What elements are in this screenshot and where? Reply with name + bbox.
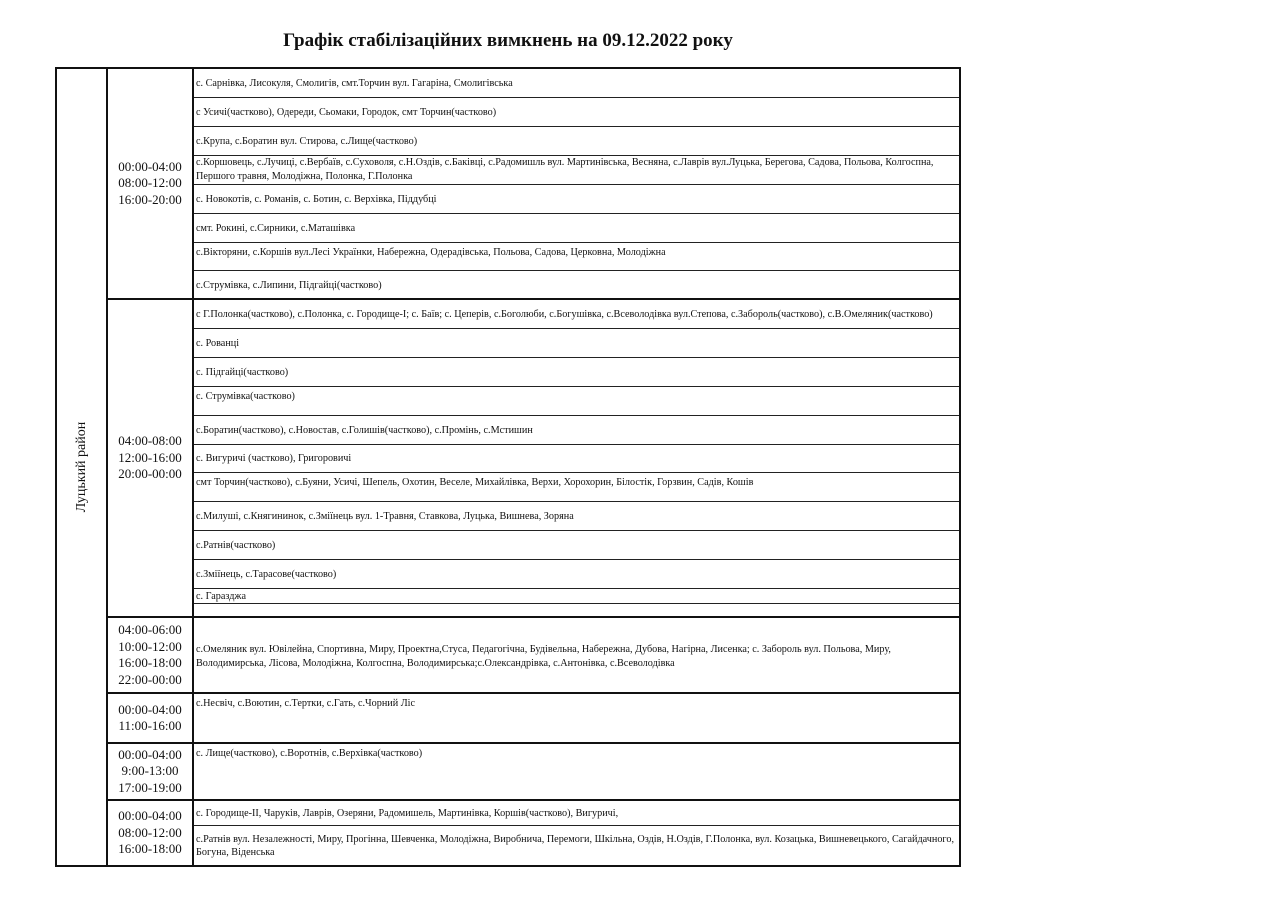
time-slot: 00:00-04:00 bbox=[118, 701, 182, 717]
settlements-text: с.Ратнів вул. Незалежності, Миру, Прогінна, Шевченка, Молодіжна, Виробнича, Перемоги, Шкільна, Оздів, Н.Оздів, Г.Полонка, вул. Козацька, Вишневецького, Сагайдачного, Богуна, Віденська bbox=[196, 833, 954, 858]
settlements-text: с. Сарнівка, Лисокуля, Смолигів, смт.Торчин вул. Гагаріна, Смолигівська bbox=[196, 77, 513, 89]
settlements-text: смт Торчин(частково), с.Буяни, Усичі, Шепель, Охотин, Веселе, Михайлівка, Верхи, Хорохорин, Білостік, Горзвин, Садів, Кошів bbox=[196, 477, 754, 488]
settlements-text: с Г.Полонка(частково), с.Полонка, с. Городище-І; с. Баїв; с. Цеперів, с.Боголюби, с.Богушівка, с.Всеволодівка вул.Степова, с.Забороль(частково), с.В.Омеляник(частково) bbox=[196, 308, 933, 320]
time-slots-cell bbox=[108, 69, 194, 298]
time-slot: 00:00-04:00 bbox=[118, 158, 182, 174]
settlements-row bbox=[194, 560, 959, 589]
settlements-text: с. Гаразджа bbox=[196, 590, 246, 602]
time-slot: 00:00-04:00 bbox=[118, 808, 182, 824]
settlements-row bbox=[194, 826, 959, 865]
settlements-text: с. Рованці bbox=[196, 337, 240, 349]
settlements-row bbox=[194, 69, 959, 98]
time-slot: 00:00-04:00 bbox=[118, 746, 182, 762]
time-slot: 08:00-12:00 bbox=[118, 824, 182, 840]
time-slot: 10:00-12:00 bbox=[118, 638, 182, 654]
settlements-text: с.Вікторяни, с.Коршів вул.Лесі Українки, Набережна, Одерадівська, Польова, Садова, Церковна, Молодіжна bbox=[196, 247, 666, 258]
page-title: Графік стабілізаційних вимкнень на 09.12.2022 року bbox=[283, 30, 733, 51]
settlements-text: с. Новокотів, с. Романів, с. Ботин, с. Верхівка, Піддубці bbox=[196, 193, 437, 205]
settlements-text: с.Крупа, с.Боратин вул. Стирова, с.Лище(частково) bbox=[196, 135, 418, 147]
time-slot: 16:00-18:00 bbox=[118, 655, 182, 670]
settlements-text: с.Боратин(частково), с.Новостав, с.Голишів(частково), с.Промінь, с.Мстишин bbox=[196, 424, 533, 436]
settlements-row bbox=[194, 127, 959, 156]
schedule-group bbox=[108, 69, 959, 300]
time-slot: 04:00-08:00 bbox=[118, 433, 182, 449]
settlements-row bbox=[194, 243, 959, 271]
time-slot: 17:00-19:00 bbox=[118, 779, 182, 795]
schedule-group bbox=[108, 618, 959, 694]
schedule-group bbox=[108, 801, 959, 865]
settlements-text: с. Лище(частково), с.Воротнів, с.Верхівка(частково) bbox=[196, 748, 423, 759]
schedule-group bbox=[108, 744, 959, 801]
settlements-row bbox=[194, 156, 959, 185]
time-slot: 16:00-18:00 bbox=[118, 841, 182, 857]
settlements-row bbox=[194, 271, 959, 298]
settlements-text: с.Зміїнець, с.Тарасове(частково) bbox=[196, 568, 337, 580]
time-slot: 20:00-00:00 bbox=[118, 466, 182, 482]
region-cell bbox=[57, 69, 108, 865]
settlements-row bbox=[194, 98, 959, 127]
settlements-row bbox=[194, 801, 959, 826]
settlements-text: с. Городище-ІІ, Чаруків, Лаврів, Озеряни, Радомишель, Мартинівка, Коршів(частково), Вигуричі, bbox=[196, 807, 619, 819]
settlements-row bbox=[194, 387, 959, 416]
settlements-row bbox=[194, 416, 959, 445]
settlements-text: смт. Рокині, с.Сирники, с.Маташівка bbox=[196, 222, 356, 234]
schedule-group bbox=[108, 694, 959, 744]
settlements-row bbox=[194, 445, 959, 473]
time-slot: 12:00-16:00 bbox=[118, 449, 182, 465]
time-slot: 04:00-06:00 bbox=[118, 622, 182, 637]
time-slot: 08:00-12:00 bbox=[118, 175, 182, 191]
settlements-row bbox=[194, 618, 959, 692]
settlements-text: с. Вигуричі (частково), Григоровичі bbox=[196, 453, 352, 465]
settlements-row-empty bbox=[194, 604, 959, 616]
time-slots-cell bbox=[108, 694, 194, 742]
time-slots-cell bbox=[108, 801, 194, 865]
settlements-row bbox=[194, 694, 959, 742]
region-label: Луцький район bbox=[73, 421, 89, 513]
time-slot: 22:00-00:00 bbox=[118, 671, 182, 687]
settlements-row bbox=[194, 329, 959, 358]
settlements-row bbox=[194, 473, 959, 502]
settlements-row bbox=[194, 531, 959, 560]
settlements-text: с Усичі(частково), Одереди, Сьомаки, Городок, смт Торчин(частково) bbox=[196, 106, 497, 118]
schedule-table bbox=[55, 67, 961, 867]
settlements-text: с.Коршовець, с.Лучиці, с.Вербаїв, с.Суховоля, с.Н.Оздів, с.Баківці, с.Радомишль вул. Мартинівська, Весняна, с.Лаврів вул.Луцька, Берегова, Садова, Польова, Колгоспна, Першого травня, Молодіжна, Полонка, Г.Полонка bbox=[196, 157, 934, 182]
settlements-row bbox=[194, 214, 959, 243]
settlements-row bbox=[194, 589, 959, 604]
settlements-text: с.Ратнів(частково) bbox=[196, 539, 276, 551]
settlements-text: с.Несвіч, с.Воютин, с.Тертки, с.Гать, с.Чорний Ліс bbox=[196, 698, 415, 709]
settlements-row bbox=[194, 502, 959, 531]
settlements-row bbox=[194, 185, 959, 214]
settlements-row bbox=[194, 744, 959, 799]
time-slot: 9:00-13:00 bbox=[121, 763, 179, 779]
time-slots-cell bbox=[108, 744, 194, 799]
time-slot: 11:00-16:00 bbox=[118, 718, 182, 733]
schedule-group bbox=[108, 300, 959, 618]
settlements-text: с.Милуші, с.Княгининок, с.Зміїнець вул. 1-Травня, Ставкова, Луцька, Вишнева, Зоряна bbox=[196, 510, 574, 522]
settlements-row bbox=[194, 358, 959, 387]
time-slots-cell bbox=[108, 618, 194, 692]
settlements-row bbox=[194, 300, 959, 329]
settlements-text: с.Струмівка, с.Липини, Підгайці(частково) bbox=[196, 280, 382, 292]
settlements-text: с.Омеляник вул. Ювілейна, Спортивна, Миру, Проектна,Стуса, Педагогічна, Будівельна, Набережна, Дубова, Нагірна, Лисенка; с. Забороль вул. Польова, Миру, Володимирська, Лісова, Молодіжна, Колгоспна, Володимирська;с.Олександрівка, с.Антонівка, с.Всеволодівка bbox=[196, 644, 891, 669]
settlements-text: с. Струмівка(частково) bbox=[196, 391, 295, 402]
time-slot: 16:00-20:00 bbox=[118, 191, 182, 207]
time-slots-cell bbox=[108, 300, 194, 616]
settlements-text: с. Підгайці(частково) bbox=[196, 366, 289, 378]
